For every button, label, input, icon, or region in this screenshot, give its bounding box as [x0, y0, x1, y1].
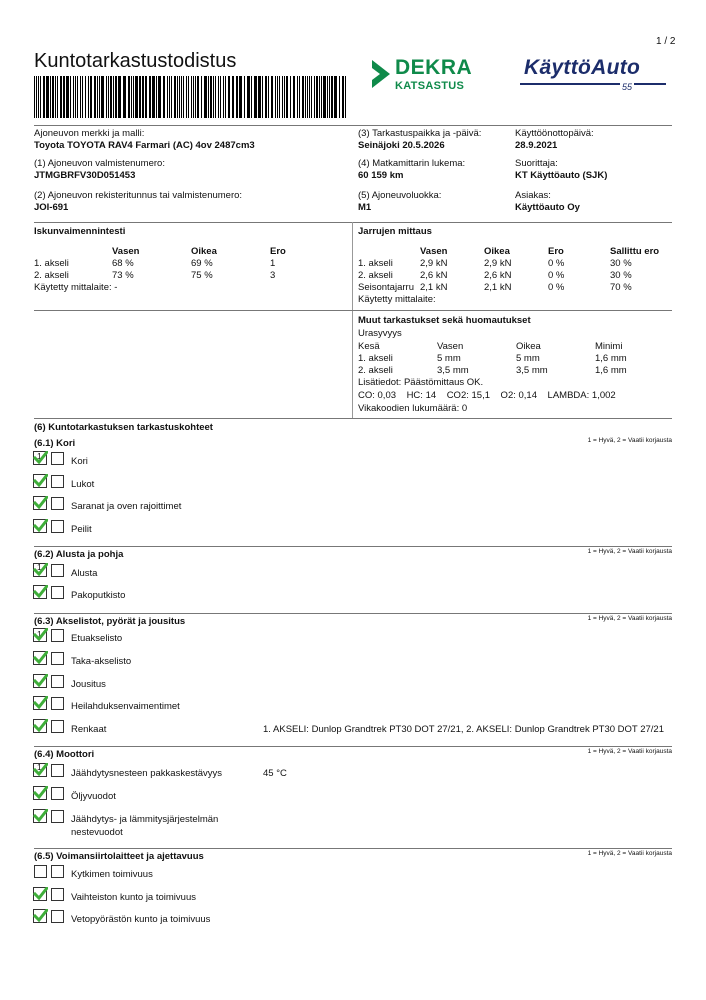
rating-good-checkbox[interactable] — [34, 675, 47, 688]
page-number: 1 / 2 — [656, 36, 676, 47]
column-header: Vasen — [420, 245, 448, 257]
table-cell: 75 % — [191, 269, 213, 281]
checklist-title: (6) Kuntotarkastuksen tarkastuskohteet — [34, 422, 213, 433]
rating-repair-checkbox[interactable] — [51, 497, 64, 510]
brake-test-title: Jarrujen mittaus — [358, 226, 432, 237]
rating-repair-checkbox[interactable] — [51, 564, 64, 577]
table-cell: 1. akseli — [358, 352, 393, 364]
table-cell: 5 mm — [437, 352, 461, 364]
column-number-1: 1 — [37, 451, 42, 461]
rating-good-checkbox[interactable] — [34, 910, 47, 923]
column-header: Oikea — [484, 245, 510, 257]
rating-good-checkbox[interactable] — [34, 697, 47, 710]
check-item-label: Öljyvuodot — [71, 791, 116, 802]
registration: JOI-691 — [34, 202, 69, 213]
divider — [34, 546, 672, 547]
customer: Käyttöauto Oy — [515, 202, 580, 213]
rating-good-checkbox[interactable] — [34, 764, 47, 777]
check-item-label: Vetopyörästön kunto ja toimivuus — [71, 914, 211, 925]
divider — [34, 613, 672, 614]
check-item-label: Lukot — [71, 479, 95, 490]
rating-repair-checkbox[interactable] — [51, 652, 64, 665]
table-row — [358, 269, 670, 281]
table-cell: 1,6 mm — [595, 352, 627, 364]
section-title: (6.3) Akselistot, pyörät ja jousitus — [34, 616, 186, 627]
column-header: Oikea — [191, 245, 217, 257]
column-header: Vasen — [437, 340, 464, 352]
rating-legend: 1 = Hyvä, 2 = Vaatii korjausta — [587, 850, 672, 857]
divider — [34, 418, 672, 419]
rating-good-checkbox[interactable] — [34, 497, 47, 510]
table-cell: 3,5 mm — [516, 364, 548, 376]
section-title: (6.1) Kori — [34, 438, 76, 449]
table-cell: 30 % — [610, 269, 632, 281]
rating-good-checkbox[interactable] — [34, 586, 47, 599]
emissions: CO: 0,03 HC: 14 CO2: 15,1 O2: 0,14 LAMBDA: 1,002 — [358, 390, 616, 401]
table-cell: 2. akseli — [358, 269, 393, 281]
table-cell: 5 mm — [516, 352, 540, 364]
vin: JTMGBRFV30D051453 — [34, 170, 136, 181]
table-cell: 2,1 kN — [484, 281, 512, 293]
kayttoauto-logo-text: KäyttöAuto — [524, 56, 641, 79]
column-header: Vasen — [112, 245, 140, 257]
performer-label: Suorittaja: — [515, 158, 558, 169]
first-use-date: 28.9.2021 — [515, 140, 558, 151]
rating-repair-checkbox[interactable] — [51, 720, 64, 733]
column-number-1: 1 — [37, 562, 42, 572]
other-checks-title: Muut tarkastukset sekä huomautukset — [358, 315, 531, 326]
table-cell: 2. akseli — [358, 364, 393, 376]
rating-repair-checkbox[interactable] — [51, 697, 64, 710]
column-header: Minimi — [595, 340, 623, 352]
table-cell: 3,5 mm — [437, 364, 469, 376]
vertical-divider — [352, 222, 353, 418]
table-cell: 73 % — [112, 269, 134, 281]
brake-device: Käytetty mittalaite: — [358, 293, 436, 305]
performer: KT Käyttöauto (SJK) — [515, 170, 608, 181]
column-header: Sallittu ero — [610, 245, 660, 257]
dekra-logo-text: DEKRA — [395, 56, 473, 79]
rating-repair-checkbox[interactable] — [51, 764, 64, 777]
table-row — [358, 257, 670, 269]
tread-depth-table — [358, 340, 655, 376]
dekra-logo-subtext: KATSASTUS — [395, 80, 465, 92]
table-cell: 2,1 kN — [420, 281, 448, 293]
rating-repair-checkbox[interactable] — [51, 787, 64, 800]
check-item-label: Jäähdytys- ja lämmitysjärjestelmän — [71, 814, 219, 825]
rating-good-checkbox[interactable] — [34, 810, 47, 823]
brake-test-table — [358, 245, 670, 305]
table-cell: Seisontajarru — [358, 281, 414, 293]
rating-good-checkbox[interactable] — [34, 720, 47, 733]
table-cell: 0 % — [548, 281, 565, 293]
column-header — [34, 245, 112, 257]
table-cell: 30 % — [610, 257, 632, 269]
rating-good-checkbox[interactable] — [34, 520, 47, 533]
check-item-label: Kytkimen toimivuus — [71, 869, 153, 880]
reg-label: (2) Ajoneuvon rekisteritunnus tai valmistenumero: — [34, 190, 243, 201]
make-model: Toyota TOYOTA RAV4 Farmari (AC) 4ov 2487cm3 — [34, 140, 255, 151]
check-item-label: Taka-akselisto — [71, 656, 132, 667]
column-number-1: 1 — [37, 762, 42, 772]
rating-legend: 1 = Hyvä, 2 = Vaatii korjausta — [587, 548, 672, 555]
check-item-label: Heilahduksenvaimentimet — [71, 701, 180, 712]
rating-good-checkbox[interactable] — [34, 865, 47, 878]
table-row — [34, 269, 330, 281]
column-header: Kesä — [358, 340, 380, 352]
table-row — [358, 281, 670, 293]
table-cell: 69 % — [191, 257, 213, 269]
shock-test-title: Iskunvaimennintesti — [34, 226, 126, 237]
table-cell: 3 — [270, 269, 276, 281]
rating-repair-checkbox[interactable] — [51, 675, 64, 688]
column-header — [358, 245, 420, 257]
divider — [34, 125, 672, 126]
rating-repair-checkbox[interactable] — [51, 452, 64, 465]
dekra-logo — [370, 56, 480, 96]
check-item-label: Etuakselisto — [71, 633, 123, 644]
barcode — [34, 76, 349, 118]
table-cell: 2,6 kN — [484, 269, 512, 281]
check-item-label: Kori — [71, 456, 88, 467]
table-row — [358, 364, 655, 376]
vin-label: (1) Ajoneuvon valmistenumero: — [34, 158, 165, 169]
check-item-label: Jousitus — [71, 679, 106, 690]
rating-good-checkbox[interactable] — [34, 564, 47, 577]
rating-good-checkbox[interactable] — [34, 452, 47, 465]
column-header: Ero — [270, 245, 286, 257]
odometer: 60 159 km — [358, 170, 404, 181]
divider — [34, 746, 672, 747]
place-date: Seinäjoki 20.5.2026 — [358, 140, 445, 151]
page-title: Kuntotarkastustodistus — [34, 50, 237, 72]
vehicle-class: M1 — [358, 202, 372, 213]
check-item-note: 1. AKSELI: Dunlop Grandtrek PT30 DOT 27/21, 2. AKSELI: Dunlop Grandtrek PT30 DOT 27/21 — [263, 724, 664, 735]
rating-repair-checkbox[interactable] — [51, 475, 64, 488]
rating-good-checkbox[interactable] — [34, 787, 47, 800]
fault-codes: Vikakoodien lukumäärä: 0 — [358, 403, 468, 414]
check-item-label: Pakoputkisto — [71, 590, 126, 601]
check-item-label-continued: nestevuodot — [71, 827, 123, 838]
check-item-label: Peilit — [71, 524, 92, 535]
column-header: Ero — [548, 245, 564, 257]
rating-repair-checkbox[interactable] — [51, 888, 64, 901]
odometer-label: (4) Matkamittarin lukema: — [358, 158, 466, 169]
column-header: Oikea — [516, 340, 541, 352]
table-cell: 2,9 kN — [484, 257, 512, 269]
shock-device: Käytetty mittalaite: - — [34, 281, 118, 293]
section-title: (6.5) Voimansiirtolaitteet ja ajettavuus — [34, 851, 204, 862]
rating-repair-checkbox[interactable] — [51, 520, 64, 533]
check-item-label: Renkaat — [71, 724, 107, 735]
table-row — [34, 257, 330, 269]
rating-repair-checkbox[interactable] — [51, 910, 64, 923]
rating-good-checkbox[interactable] — [34, 888, 47, 901]
table-cell: 1. akseli — [358, 257, 393, 269]
rating-repair-checkbox[interactable] — [51, 586, 64, 599]
table-cell: 2,9 kN — [420, 257, 448, 269]
table-cell: 0 % — [548, 269, 565, 281]
kayttoauto-logo-number: 55 — [622, 82, 633, 92]
place-label: (3) Tarkastuspaikka ja -päivä: — [358, 128, 482, 139]
table-cell: 2. akseli — [34, 269, 69, 281]
make-model-label: Ajoneuvon merkki ja malli: — [34, 128, 145, 139]
check-item-label: Jäähdytysnesteen pakkaskestävyys — [71, 768, 223, 779]
check-item-label: Alusta — [71, 568, 98, 579]
rating-good-checkbox[interactable] — [34, 652, 47, 665]
check-item-label: Vaihteiston kunto ja toimivuus — [71, 892, 196, 903]
rating-good-checkbox[interactable] — [34, 475, 47, 488]
rating-repair-checkbox[interactable] — [51, 865, 64, 878]
rating-legend: 1 = Hyvä, 2 = Vaatii korjausta — [587, 437, 672, 444]
section-title: (6.2) Alusta ja pohja — [34, 549, 124, 560]
customer-label: Asiakas: — [515, 190, 551, 201]
extra-info: Lisätiedot: Päästömittaus OK. — [358, 377, 484, 388]
table-cell: 2,6 kN — [420, 269, 448, 281]
kayttoauto-logo — [520, 56, 670, 98]
table-cell: 1,6 mm — [595, 364, 627, 376]
section-title: (6.4) Moottori — [34, 749, 95, 760]
table-cell: 0 % — [548, 257, 565, 269]
divider — [34, 848, 672, 849]
rating-legend: 1 = Hyvä, 2 = Vaatii korjausta — [587, 748, 672, 755]
rating-repair-checkbox[interactable] — [51, 629, 64, 642]
rating-legend: 1 = Hyvä, 2 = Vaatii korjausta — [587, 615, 672, 622]
column-number-1: 1 — [37, 629, 42, 639]
table-cell: 68 % — [112, 257, 134, 269]
rating-repair-checkbox[interactable] — [51, 810, 64, 823]
check-item-note: 45 °C — [263, 768, 287, 779]
divider — [34, 310, 672, 311]
table-cell: 1 — [270, 257, 276, 269]
table-cell: 70 % — [610, 281, 632, 293]
check-item-label: Saranat ja oven rajoittimet — [71, 501, 182, 512]
shock-test-table — [34, 245, 330, 293]
rating-good-checkbox[interactable] — [34, 629, 47, 642]
class-label: (5) Ajoneuvoluokka: — [358, 190, 442, 201]
table-row — [358, 352, 655, 364]
divider — [34, 222, 672, 223]
table-cell: 1. akseli — [34, 257, 69, 269]
first-use-label: Käyttöönottopäivä: — [515, 128, 594, 139]
tread-depth-label: Urasyvyys — [358, 328, 402, 339]
